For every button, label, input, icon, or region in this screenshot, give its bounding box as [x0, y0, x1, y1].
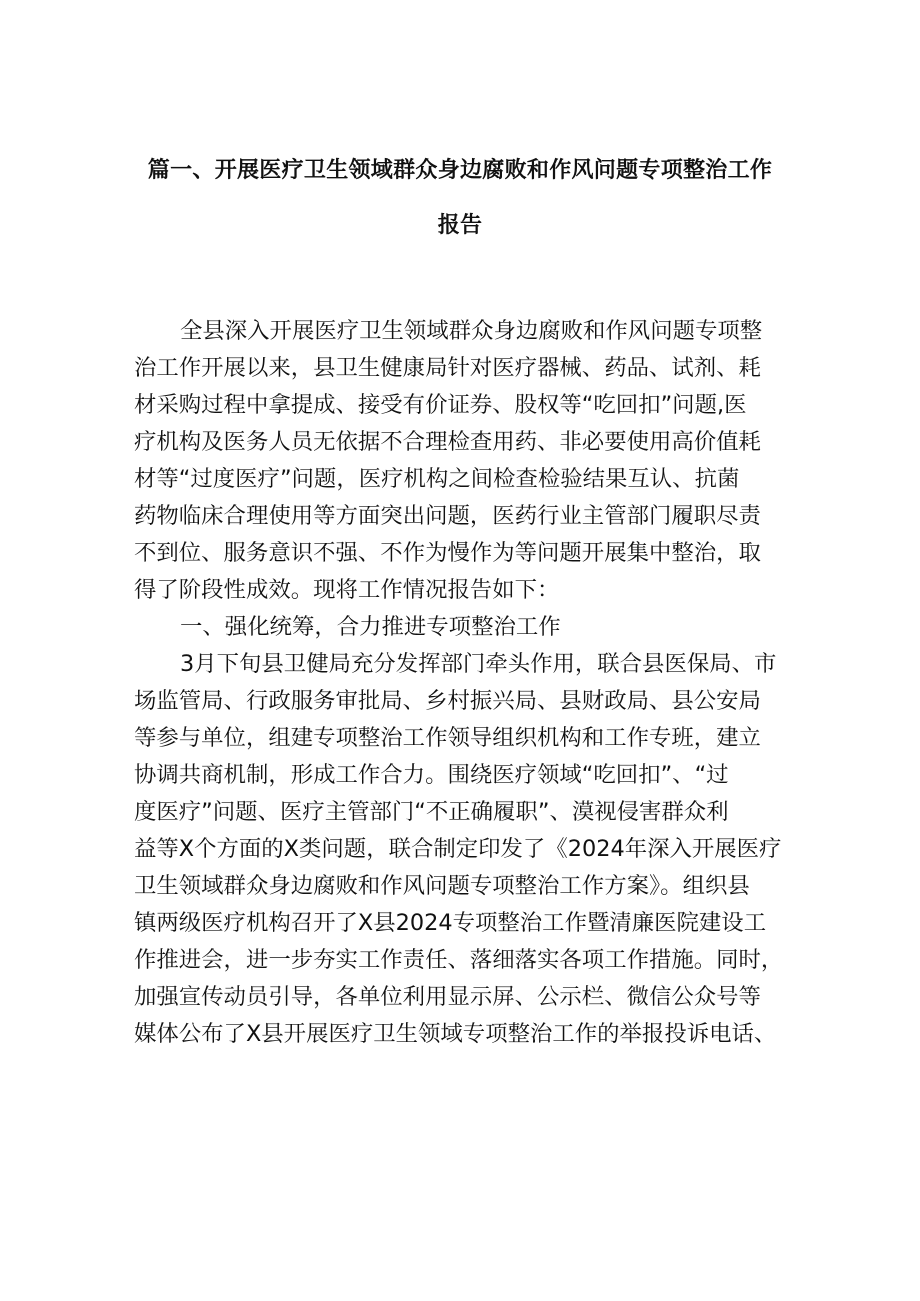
paragraph-1-line: 材等“过度医疗”问题，医疗机构之间检查检验结果互认、抗菌: [134, 466, 740, 492]
paragraph-1-line: 治工作开展以来，县卫生健康局针对医疗器械、药品、试剂、耗: [134, 355, 761, 381]
paragraph-1-line: 不到位、服务意识不强、不作为慢作为等问题开展集中整治，取: [134, 540, 761, 566]
paragraph-2-line: 等参与单位，组建专项整治工作领导组织机构和工作专班，建立: [134, 725, 761, 751]
paragraph-2-line: 场监管局、行政服务审批局、乡村振兴局、县财政局、县公安局: [134, 688, 761, 714]
paragraph-2-line: 协调共商机制，形成工作合力。围绕医疗领域“吃回扣”、“过: [134, 762, 729, 788]
paragraph-1-line: 全县深入开展医疗卫生领域群众身边腐败和作风问题专项整: [180, 318, 763, 344]
paragraph-1-line: 药物临床合理使用等方面突出问题，医药行业主管部门履职尽责: [134, 503, 761, 529]
paragraph-1-line: 材采购过程中拿提成、接受有价证券、股权等“吃回扣”问题,医: [134, 392, 747, 418]
paragraph-2-line: 卫生领域群众身边腐败和作风问题专项整治工作方案》。组织县: [134, 873, 750, 899]
paragraph-2-line: 镇两级医疗机构召开了X县2024专项整治工作暨清廉医院建设工: [134, 910, 767, 936]
paragraph-2-line: 作推进会，进一步夯实工作责任、落细落实各项工作措施。同时，: [134, 947, 784, 973]
paragraph-2-line: 媒体公布了X县开展医疗卫生领域专项整治工作的举报投诉电话、: [134, 1021, 777, 1047]
paragraph-2-line: 3月下旬县卫健局充分发挥部门牵头作用，联合县医保局、市: [180, 651, 777, 677]
section-1-heading: 一、强化统筹，合力推进专项整治工作: [180, 614, 561, 640]
paragraph-2-line: 度医疗”问题、医疗主管部门“不正确履职”、漠视侵害群众利: [134, 799, 729, 825]
document-title-line-2: 报告: [437, 213, 483, 238]
document-title-line-1: 篇一、开展医疗卫生领域群众身边腐败和作风问题专项整治工作: [147, 158, 773, 183]
document-body: [134, 313, 806, 1053]
paragraph-1-line: 疗机构及医务人员无依据不合理检查用药、非必要使用高价值耗: [134, 429, 761, 455]
paragraph-2-line: 加强宣传动员引导，各单位利用显示屏、公示栏、微信公众号等: [134, 984, 761, 1010]
paragraph-2-line: 益等X个方面的X类问题，联合制定印发了《2024年深入开展医疗: [134, 836, 782, 862]
paragraph-1-line: 得了阶段性成效。现将工作情况报告如下：: [134, 577, 560, 603]
